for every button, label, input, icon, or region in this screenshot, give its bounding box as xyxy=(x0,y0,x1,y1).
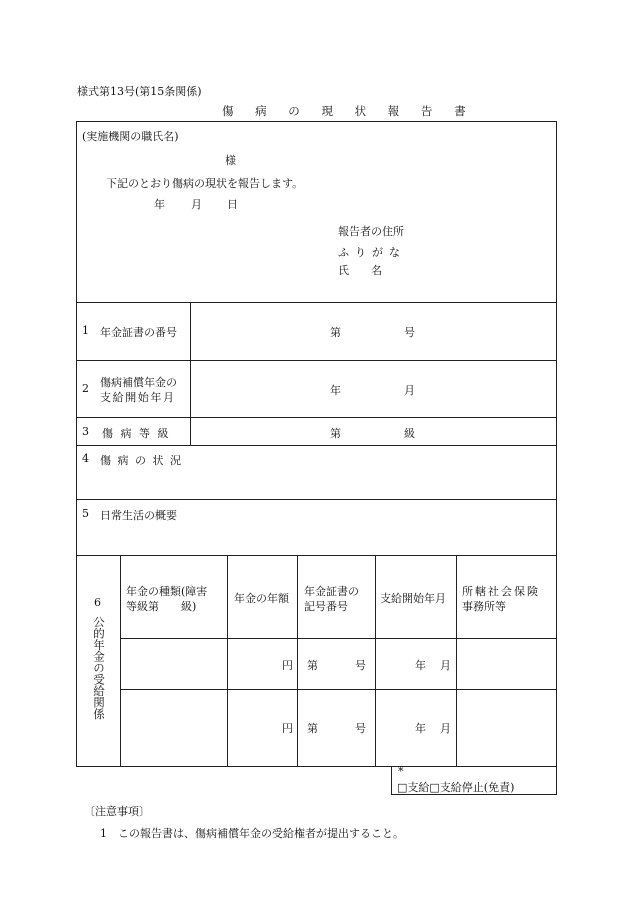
divider-line xyxy=(120,689,557,690)
reporter-name-label: 氏 名 xyxy=(338,264,382,277)
item6-number: 6 xyxy=(94,596,101,609)
header-office-line2: 事務所等 xyxy=(462,600,506,613)
item4-number: 4 xyxy=(82,452,89,465)
item2-label-line2: 支給開始年月 xyxy=(100,391,176,404)
row1-dai: 第 xyxy=(307,659,318,672)
row2-nen: 年 xyxy=(415,722,426,735)
item1-dai: 第 xyxy=(330,326,341,339)
item3-number: 3 xyxy=(82,425,89,438)
header-office-line1: 所轄社会保険 xyxy=(462,585,540,598)
item1-go: 号 xyxy=(404,326,415,339)
form-number: 様式第13号(第15条関係) xyxy=(77,85,202,98)
divider-line xyxy=(227,555,228,767)
item1-number: 1 xyxy=(82,324,89,337)
divider-line xyxy=(76,445,557,446)
item3-dai: 第 xyxy=(330,427,341,440)
divider-line xyxy=(297,555,298,767)
item2-tsuki: 月 xyxy=(404,384,415,397)
date-day: 日 xyxy=(227,198,238,211)
office-use-asterisk: * xyxy=(398,765,404,778)
row2-yen: 円 xyxy=(282,722,293,735)
item5-number: 5 xyxy=(82,507,89,520)
item5-label: 日常生活の概要 xyxy=(100,509,177,522)
header-kind-line2: 等級第 級) xyxy=(126,600,197,613)
row2-dai: 第 xyxy=(307,722,318,735)
row2-go: 号 xyxy=(355,722,366,735)
divider-line xyxy=(375,555,376,767)
row1-yen: 円 xyxy=(282,659,293,672)
intro-text: 下記のとおり傷病の現状を報告します。 xyxy=(106,177,304,190)
reporter-furigana-label: ふりがな xyxy=(338,246,406,259)
header-cert-line1: 年金証書の xyxy=(304,585,359,598)
divider-line xyxy=(76,417,557,418)
header-cert-line2: 記号番号 xyxy=(304,600,348,613)
item2-nen: 年 xyxy=(330,384,341,397)
row1-nen: 年 xyxy=(415,659,426,672)
item3-kyu: 級 xyxy=(404,427,415,440)
date-month: 月 xyxy=(191,198,202,211)
row2-tsuki: 月 xyxy=(440,722,451,735)
item4-label: 傷 病 の 状 況 xyxy=(100,454,183,467)
divider-line xyxy=(76,555,557,556)
office-use-text: □支給□支給停止(免責) xyxy=(397,781,515,794)
header-start: 支給開始年月 xyxy=(380,592,446,605)
item2-number: 2 xyxy=(82,382,89,395)
form-title: 傷 病 の 現 状 報 告 書 xyxy=(222,104,475,118)
header-kind-line1: 年金の種類(障害 xyxy=(126,585,208,598)
row1-go: 号 xyxy=(355,659,366,672)
item6-side-label: 公的年金の受給関係 xyxy=(92,616,106,720)
addressee-label: (実施機関の職氏名) xyxy=(82,130,179,143)
sama-label: 様 xyxy=(225,154,236,167)
divider-line xyxy=(456,555,457,767)
divider-line xyxy=(190,302,191,445)
note-1: 1 この報告書は、傷病補償年金の受給権者が提出すること。 xyxy=(100,827,404,840)
item1-label: 年金証書の番号 xyxy=(100,326,177,339)
divider-line xyxy=(76,360,557,361)
divider-line xyxy=(76,499,557,500)
item3-label: 傷 病 等 級 xyxy=(102,427,171,440)
row1-tsuki: 月 xyxy=(440,659,451,672)
divider-line xyxy=(76,302,557,303)
item2-label-line1: 傷病補償年金の xyxy=(100,376,177,389)
divider-line xyxy=(120,638,557,639)
reporter-address-label: 報告者の住所 xyxy=(338,225,404,238)
divider-line xyxy=(120,555,121,767)
header-amount: 年金の年額 xyxy=(234,592,289,605)
date-year: 年 xyxy=(154,198,165,211)
notes-heading: 〔注意事項〕 xyxy=(84,805,150,818)
